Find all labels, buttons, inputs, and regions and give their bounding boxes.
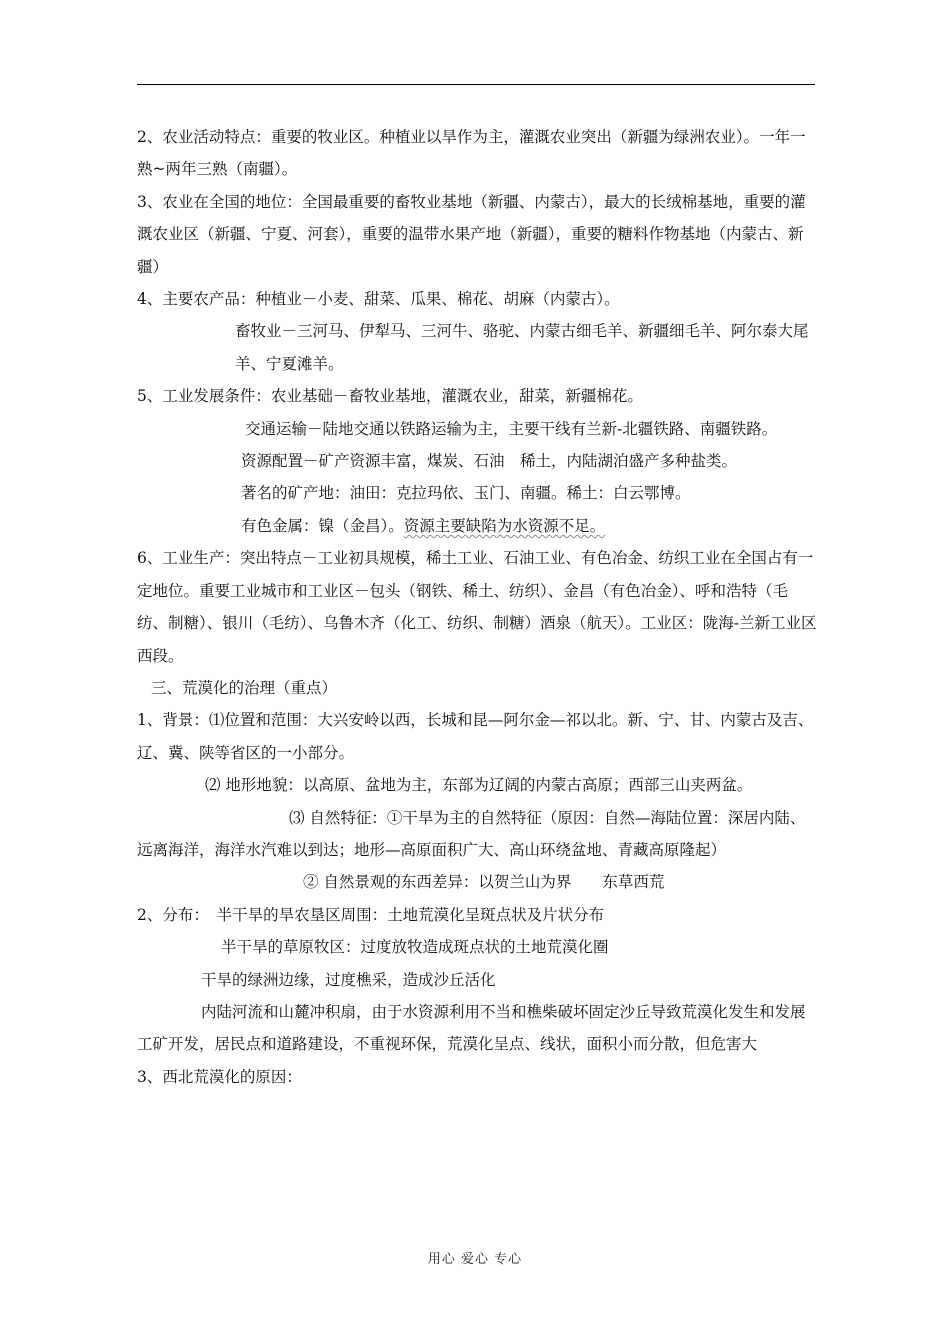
paragraph-east-west-difference: ② 自然景观的东西差异：以贺兰山为界 东草西荒: [303, 873, 665, 892]
paragraph-agriculture-status: 3、农业在全国的地位：全国最重要的畜牧业基地（新疆、内蒙古），最大的长绒棉基地，重要的灌溉农业区（新疆、宁夏、河套），重要的温带水果产地（新疆），重要的糖料作物基地（内蒙古、新疆）: [137, 192, 806, 276]
paragraph-distribution: 2、分布： 半干旱的旱农垦区周围：土地荒漠化呈斑点状及片状分布: [137, 905, 605, 924]
paragraph-background: 1、背景：⑴位置和范围：大兴安岭以西，长城和昆—阿尔金—祁以北。新、宁、甘、内蒙古及吉、辽、冀、陕等省区的一小部分。: [137, 711, 814, 762]
paragraph-main-products: 4、主要农产品：种植业－小麦、甜菜、瓜果、棉花、胡麻（内蒙古）。: [137, 290, 620, 309]
section-heading-desertification: 三、荒漠化的治理（重点）: [151, 678, 338, 697]
paragraph-mining-sites: 著名的矿产地：油田：克拉玛依、玉门、南疆。稀土：白云鄂博。: [241, 484, 691, 503]
paragraph-industry-conditions: 5、工业发展条件：农业基础－畜牧业基地，灌溉农业，甜菜，新疆棉花。: [137, 387, 643, 406]
paragraph-oasis-edge: 干旱的绿洲边缘，过度樵采，造成沙丘活化: [201, 970, 496, 989]
paragraph-inland-rivers: [137, 996, 817, 1061]
header-rule: [137, 84, 815, 85]
paragraph-agriculture-features: 2、农业活动特点：重要的牧业区。种植业以旱作为主，灌溉农业突出（新疆为绿洲农业）。一年一熟~两年三熟（南疆）。: [137, 128, 806, 179]
page-footer: 用心 爱心 专心: [427, 1252, 523, 1267]
paragraph-causes: 3、西北荒漠化的原因：: [137, 1067, 302, 1086]
paragraph-resources: 资源配置－矿产资源丰富，煤炭、石油 稀土，内陆湖泊盛产多种盐类。: [241, 452, 738, 471]
paragraph-nonferrous-metals: [137, 510, 817, 542]
water-shortage-text: 资源主要缺陷为水资源不足。: [403, 516, 606, 535]
paragraph-livestock-products: 畜牧业－三河马、伊犁马、三河牛、骆驼、内蒙古细毛羊、新疆细毛羊、阿尔泰大尾羊、宁夏滩羊。: [235, 322, 809, 373]
natural-features-text: ⑶ 自然特征：①干旱为主的自然特征（原因：自然—海陆位置：深居内陆、远离海洋，海洋水汽难以到达；地形—高原面积广大、高山环绕盆地、青藏高原隆起）: [137, 808, 806, 859]
paragraph-terrain: ⑵ 地形地貌：以高原、盆地为主，东部为辽阔的内蒙古高原；西部三山夹两盆。: [205, 776, 753, 795]
paragraph-grassland-area: 半干旱的草原牧区：过度放牧造成斑点状的土地荒漠化圈: [221, 938, 609, 957]
paragraph-natural-features: [137, 802, 817, 867]
document-body: [137, 121, 817, 1093]
inland-rivers-text: 内陆河流和山麓冲积扇，由于水资源利用不当和樵柴破坏固定沙丘导致荒漠化发生和发展工矿开发，居民点和道路建设，不重视环保，荒漠化呈点、线状，面积小而分散，但危害大: [137, 1002, 806, 1054]
paragraph-transportation: 交通运输－陆地交通以铁路运输为主，主要干线有兰新-北疆铁路、南疆铁路。: [245, 419, 778, 438]
paragraph-industrial-production: 6、工业生产：突出特点－工业初具规模，稀土工业、石油工业、有色冶金、纺织工业在全国占有一定地位。重要工业城市和工业区－包头（钢铁、稀土、纺织）、金昌（有色冶金）、呼和浩特（毛纺、制糖）、银川（毛纺）、乌鲁木齐（化工、纺织、制糖）酒泉（航天）。工业区：陇海-兰新工业区西段。: [137, 549, 817, 665]
nonferrous-text: 有色金属：镍（金昌）。: [241, 516, 404, 535]
